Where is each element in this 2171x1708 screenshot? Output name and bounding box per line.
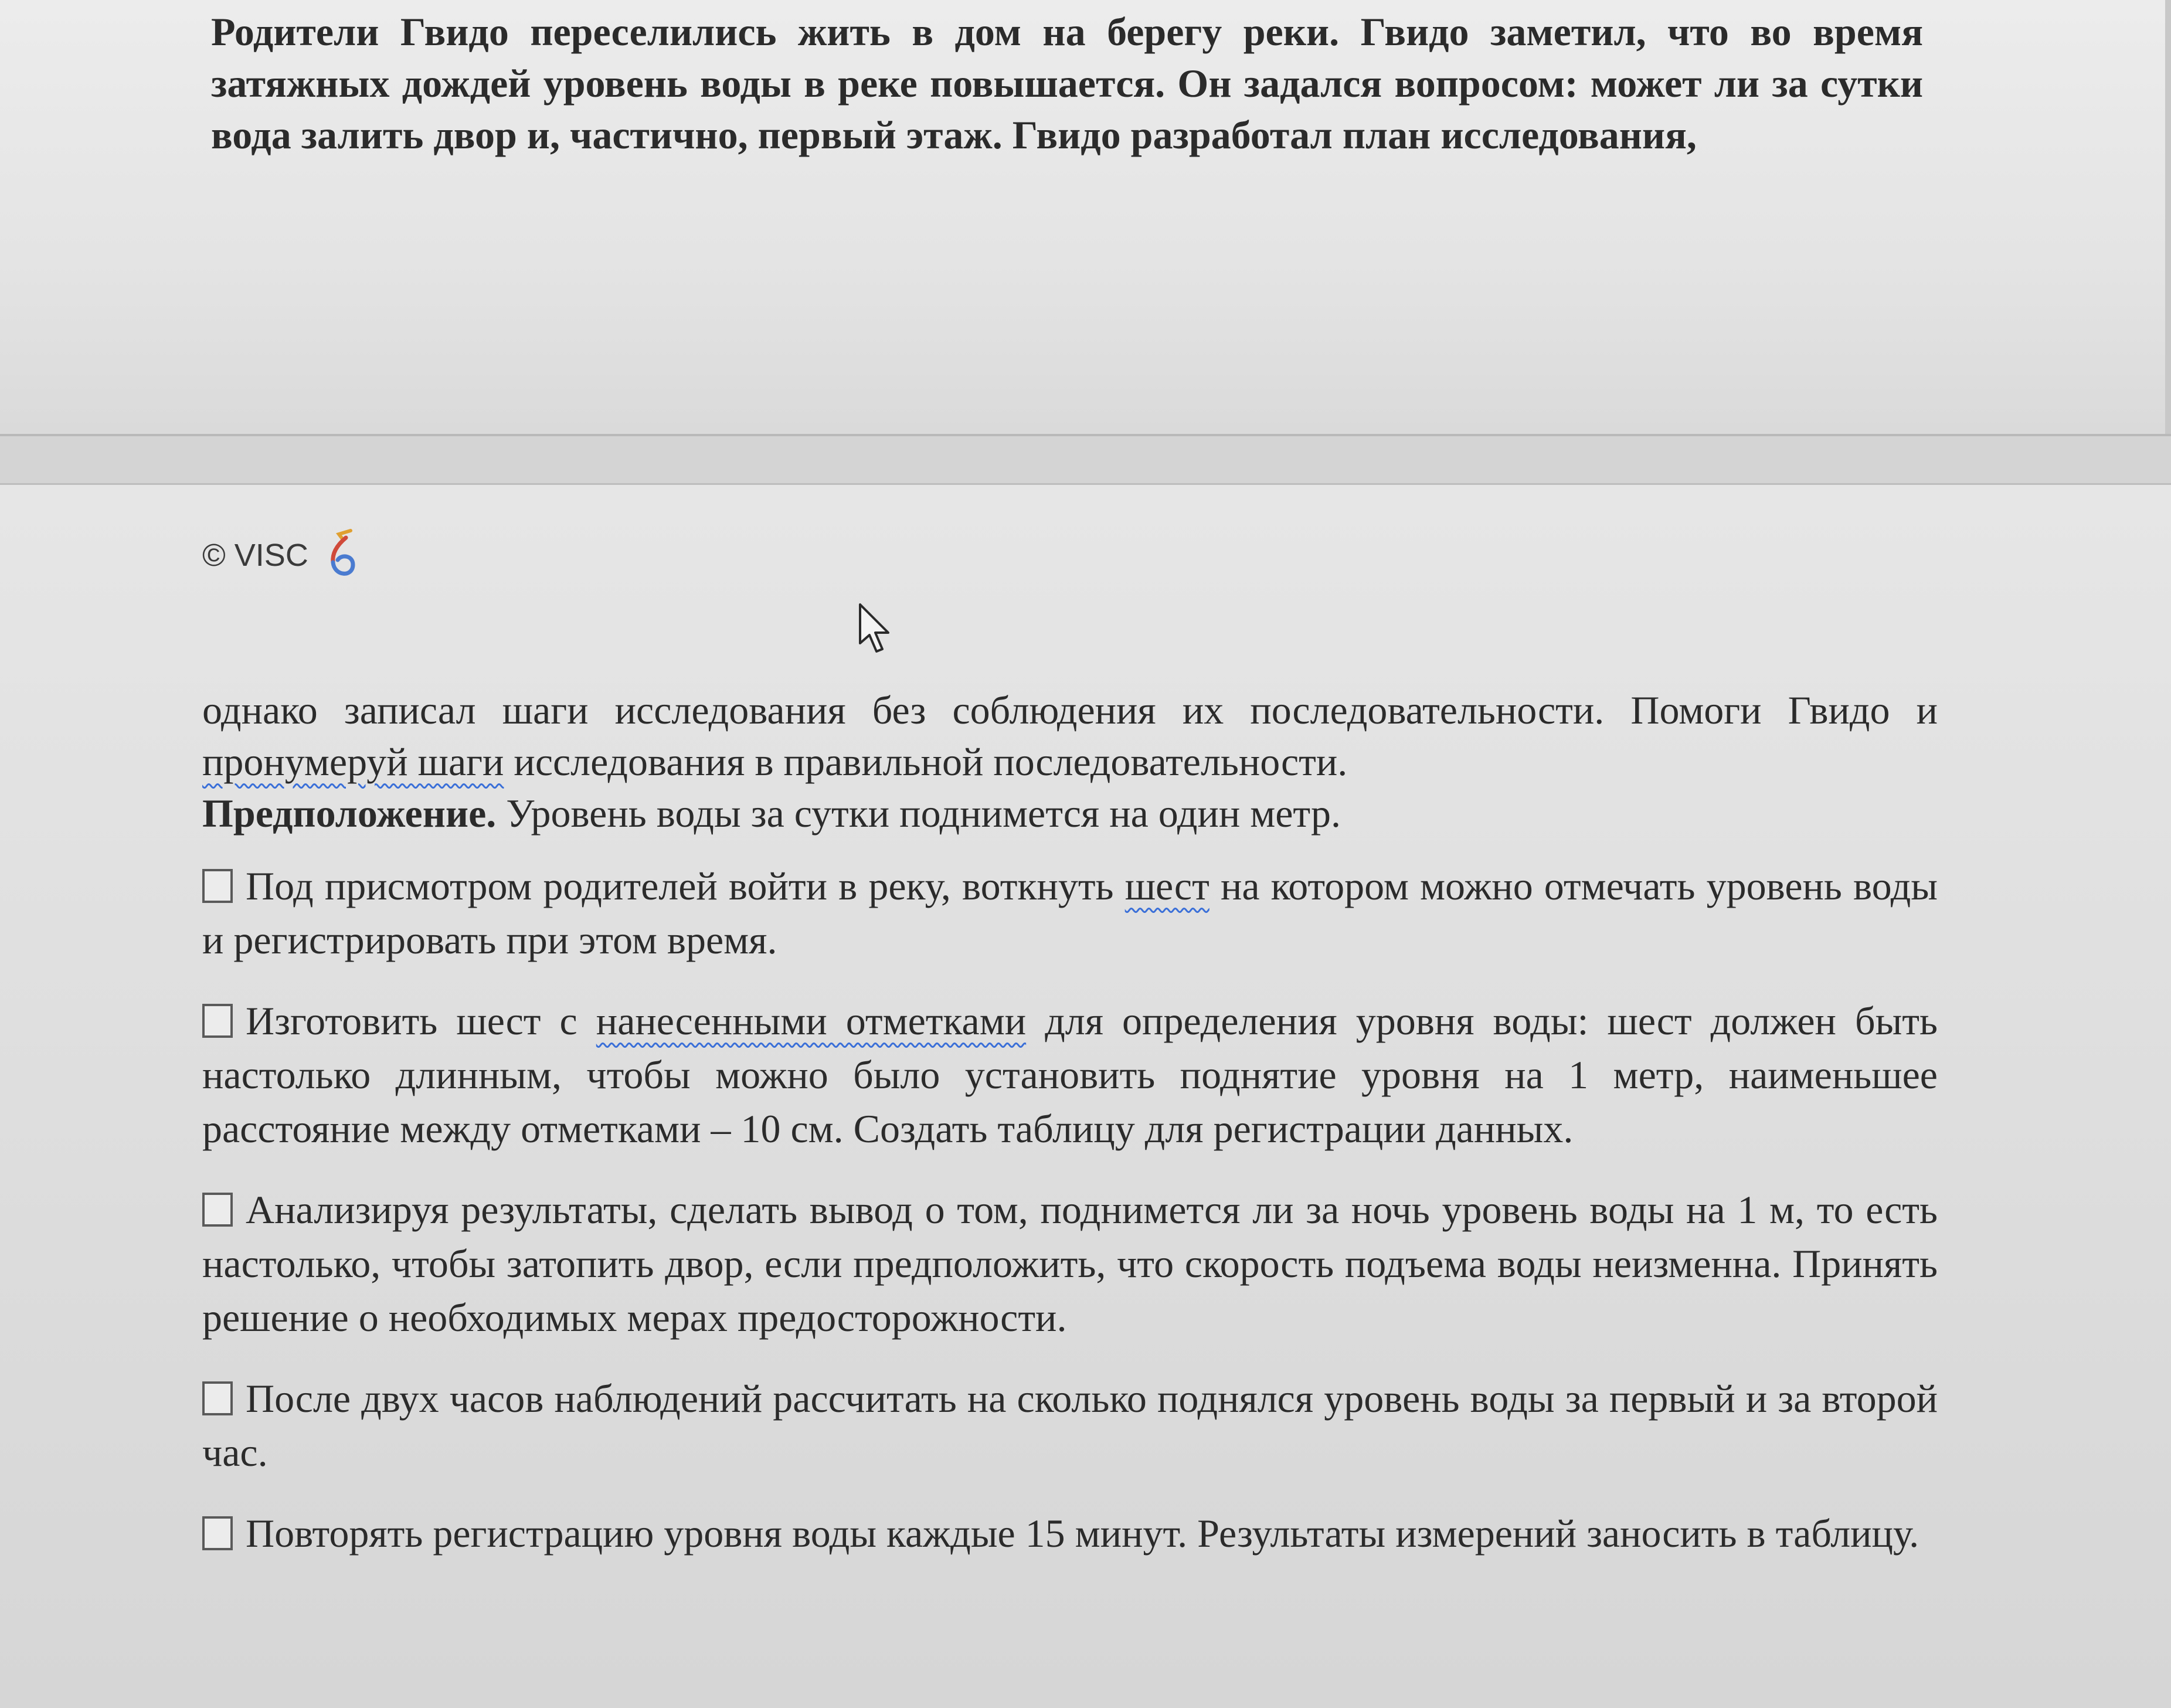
step-text-end: на котором можно отмечать уровень воды и регистрировать при этом время. [202, 864, 1938, 962]
step-number-box[interactable] [202, 1004, 233, 1038]
previous-page [0, 0, 2171, 436]
step-item-4 [202, 1371, 1938, 1479]
footer-copyright [202, 526, 363, 585]
step-item-5 [202, 1506, 1938, 1560]
step-number-box[interactable] [202, 1381, 233, 1415]
intro-text-2: исследования в правильной последовательности. [504, 739, 1348, 784]
step-number-box[interactable] [202, 1193, 233, 1227]
step-text-end: для определения уровня воды: шест должен быть настолько длинным, чтобы можно было установить поднятие уровня на 1 метр, наименьшее расстояние между отметками – 10 см. Создать таблицу для регистрации данных. [202, 999, 1938, 1151]
step-item-2 [202, 994, 1938, 1156]
hypothesis-label: Предположение. [202, 791, 497, 836]
step-text: Повторять регистрацию уровня воды каждые 15 минут. Результаты измерений заносить в таблицу. [246, 1511, 1919, 1556]
visc-logo-icon [322, 526, 363, 585]
intro-highlighted-text: пронумеруй шаги [202, 739, 504, 784]
intro-text-1: однако записал шаги исследования без соблюдения их последовательности. Помоги Гвидо и [202, 688, 1938, 732]
intro-paragraph-continued [202, 684, 1938, 839]
step-text: Анализируя результаты, сделать вывод о том, поднимется ли за ночь уровень воды на 1 м, то есть настолько, чтобы затопить двор, если предположить, что скорость подъема воды неизменна. Принять решение о необходимых мерах предосторожности. [202, 1187, 1938, 1340]
intro-paragraph-top: Родители Гвидо переселились жить в дом на берегу реки. Гвидо заметил, что во время затяжных дождей уровень воды в реке повышается. Он задался вопросом: может ли за сутки вода залить двор и, частично, первый этаж. Гвидо разработал план исследования, [211, 9, 1923, 157]
step-item-1 [202, 859, 1938, 967]
step-highlighted-text: нанесенными отметками [596, 999, 1027, 1043]
document-page [0, 485, 2171, 1708]
copyright-text: © VISC [202, 538, 308, 573]
task-content [202, 684, 1938, 1587]
step-number-box[interactable] [202, 1516, 233, 1550]
step-number-box[interactable] [202, 869, 233, 903]
step-text: Изготовить шест с [246, 999, 596, 1043]
page-separator [0, 436, 2171, 485]
step-item-3 [202, 1183, 1938, 1344]
step-text: Под присмотром родителей войти в реку, воткнуть [246, 864, 1125, 908]
hypothesis-text: Уровень воды за сутки поднимется на один метр. [496, 791, 1341, 836]
step-highlighted-text: шест [1124, 864, 1209, 908]
page-edge [2165, 0, 2171, 434]
step-text: После двух часов наблюдений рассчитать на сколько поднялся уровень воды за первый и за второй час. [202, 1376, 1938, 1475]
mouse-pointer-icon [858, 602, 893, 655]
